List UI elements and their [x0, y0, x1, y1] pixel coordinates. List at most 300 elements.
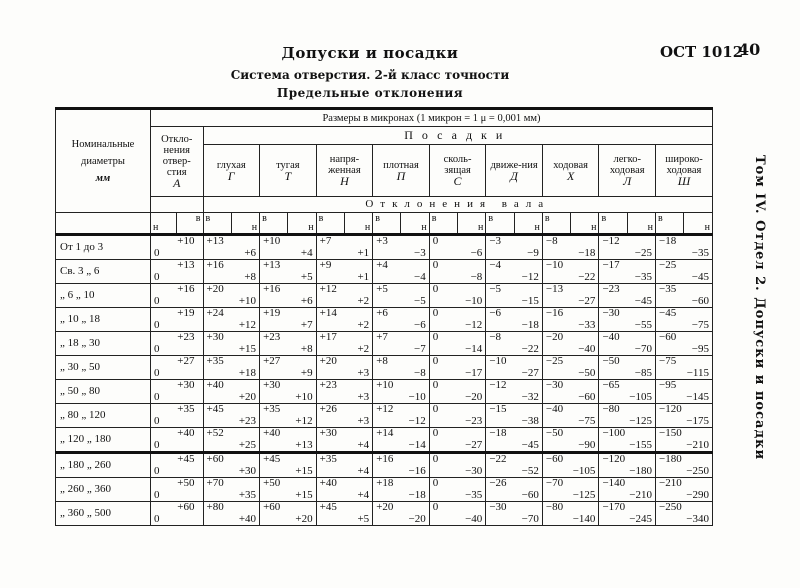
shaft-deviation-4 — [429, 332, 486, 356]
lower-deviation: −10 — [465, 295, 483, 307]
shaft-deviation-6 — [542, 260, 599, 284]
v-label: в — [373, 213, 401, 235]
lower-deviation: +1 — [357, 247, 370, 259]
upper-deviation: +19 — [263, 307, 281, 319]
hole-deviation — [150, 356, 203, 380]
v-label: в — [429, 213, 457, 235]
hole-upper: +35 — [177, 403, 195, 415]
lower-deviation: −50 — [578, 367, 596, 379]
lower-deviation: +8 — [244, 271, 257, 283]
shaft-deviation-7 — [599, 478, 656, 502]
lower-deviation: −52 — [521, 465, 539, 477]
hole-lower: 0 — [153, 367, 160, 379]
upper-deviation: −26 — [489, 477, 507, 489]
upper-deviation: +16 — [263, 283, 281, 295]
table-row — [56, 502, 713, 526]
fit-symbol: П — [396, 168, 406, 183]
shaft-deviation-6 — [542, 404, 599, 428]
table-row — [56, 235, 713, 260]
shaft-deviation-1 — [260, 356, 317, 380]
lower-deviation: +6 — [300, 295, 313, 307]
upper-deviation: +60 — [206, 453, 224, 465]
shaft-deviation-5 — [486, 478, 543, 502]
lower-deviation: −12 — [408, 415, 426, 427]
shaft-deviation-4 — [429, 380, 486, 404]
upper-deviation: +35 — [319, 453, 337, 465]
shaft-deviation-3 — [373, 284, 430, 308]
lower-deviation: −18 — [578, 247, 596, 259]
shaft-deviation-8 — [656, 502, 713, 526]
lower-deviation: −15 — [521, 295, 539, 307]
upper-deviation: +6 — [376, 307, 388, 319]
shaft-deviation-1 — [260, 380, 317, 404]
shaft-deviation-4 — [429, 308, 486, 332]
hole-upper: +45 — [177, 453, 195, 465]
lower-deviation: −25 — [634, 247, 652, 259]
upper-deviation: −16 — [545, 307, 564, 319]
lower-deviation: +2 — [357, 343, 370, 355]
shaft-deviation-7 — [599, 284, 656, 308]
shaft-deviation-6 — [542, 284, 599, 308]
hole-lower: 0 — [153, 295, 160, 307]
fit-name: плотная — [383, 159, 419, 171]
lower-deviation: −250 — [686, 465, 709, 477]
lower-deviation: −105 — [629, 391, 652, 403]
shaft-deviation-6 — [542, 428, 599, 453]
hole-upper: +50 — [177, 477, 195, 489]
nominal-range: „ 180 „ 260 — [56, 453, 151, 478]
tolerance-table — [55, 107, 713, 526]
upper-deviation: 0 — [432, 453, 439, 465]
upper-deviation: −12 — [602, 235, 620, 247]
lower-deviation: −245 — [629, 513, 652, 525]
side-running-head: Том IV. Отдел 2. Допуски и посадки — [752, 155, 767, 461]
shaft-deviation-8 — [656, 404, 713, 428]
lower-deviation: +10 — [238, 295, 257, 307]
shaft-deviation-0 — [203, 235, 260, 260]
hole-lower: 0 — [153, 415, 160, 427]
upper-deviation: −80 — [545, 501, 564, 513]
upper-deviation: −60 — [545, 453, 564, 465]
upper-deviation: −23 — [602, 283, 620, 295]
lower-deviation: −22 — [521, 343, 539, 355]
shaft-deviation-3 — [373, 260, 430, 284]
nominal-range: „ 260 „ 360 — [56, 478, 151, 502]
shaft-deviation-4 — [429, 284, 486, 308]
fit-header-4 — [429, 145, 486, 197]
upper-deviation: +40 — [319, 477, 337, 489]
shaft-deviation-2 — [316, 356, 373, 380]
upper-deviation: −15 — [489, 403, 507, 415]
lower-deviation: −16 — [408, 465, 426, 477]
fit-name: широко-ходовая — [665, 154, 703, 176]
upper-deviation: +16 — [376, 453, 394, 465]
upper-deviation: +18 — [376, 477, 394, 489]
upper-deviation: 0 — [432, 235, 439, 247]
hole-upper: +10 — [177, 235, 195, 247]
upper-deviation: +24 — [206, 307, 224, 319]
upper-deviation: +10 — [263, 235, 281, 247]
lower-deviation: −105 — [572, 465, 596, 477]
shaft-deviation-1 — [260, 332, 317, 356]
nominal-unit: мм — [95, 172, 111, 184]
shaft-deviation-2 — [316, 404, 373, 428]
shaft-deviation-2 — [316, 284, 373, 308]
hole-lower: 0 — [153, 439, 160, 451]
upper-deviation: −30 — [489, 501, 507, 513]
n-label: н — [684, 213, 713, 235]
hole-dev-spacer — [150, 197, 203, 213]
shaft-deviation-3 — [373, 502, 430, 526]
upper-deviation: +30 — [319, 427, 337, 439]
hole-lower: 0 — [153, 247, 160, 259]
shaft-deviation-3 — [373, 332, 430, 356]
hole-lower: 0 — [153, 465, 160, 477]
lower-deviation: +1 — [357, 271, 370, 283]
upper-deviation: +45 — [263, 453, 281, 465]
upper-deviation: −50 — [602, 355, 620, 367]
upper-deviation: +80 — [206, 501, 224, 513]
shaft-deviation-2 — [316, 380, 373, 404]
upper-deviation: −25 — [545, 355, 564, 367]
upper-deviation: −12 — [489, 379, 507, 391]
table-row — [56, 404, 713, 428]
header-nominal — [56, 109, 151, 213]
shaft-deviations-header: Отклонения вала — [203, 197, 713, 213]
shaft-deviation-5 — [486, 502, 543, 526]
lower-deviation: +5 — [357, 513, 370, 525]
lower-deviation: −60 — [691, 295, 709, 307]
fits-header: Посадки — [203, 127, 713, 145]
upper-deviation: −10 — [489, 355, 507, 367]
upper-deviation: 0 — [432, 355, 439, 367]
lower-deviation: −27 — [465, 439, 483, 451]
shaft-deviation-5 — [486, 356, 543, 380]
lower-deviation: −35 — [634, 271, 652, 283]
hole-lower: 0 — [153, 391, 160, 403]
upper-deviation: 0 — [432, 477, 439, 489]
upper-deviation: +20 — [319, 355, 337, 367]
shaft-deviation-4 — [429, 502, 486, 526]
nominal-range: Св. 3 „ 6 — [56, 260, 151, 284]
fit-symbol: Х — [566, 168, 575, 183]
subtitle-deviations: Предельные отклонения — [276, 86, 464, 100]
lower-deviation: −90 — [578, 439, 596, 451]
lower-deviation: −35 — [691, 247, 709, 259]
fit-symbol: Д — [510, 168, 518, 183]
shaft-deviation-6 — [542, 380, 599, 404]
hole-deviation — [150, 380, 203, 404]
n-label: н — [401, 213, 429, 235]
shaft-deviation-3 — [373, 478, 430, 502]
header-hole — [150, 127, 203, 197]
upper-deviation: +23 — [263, 331, 281, 343]
n-label: н — [150, 213, 176, 235]
shaft-deviation-8 — [656, 284, 713, 308]
upper-deviation: −65 — [602, 379, 620, 391]
shaft-deviation-7 — [599, 453, 656, 478]
lower-deviation: −70 — [521, 513, 539, 525]
lower-deviation: +20 — [295, 513, 313, 525]
lower-deviation: +4 — [357, 489, 370, 501]
fit-header-2 — [316, 145, 373, 197]
fit-header-8 — [656, 145, 713, 197]
lower-deviation: −75 — [691, 319, 709, 331]
nominal-range: От 1 до 3 — [56, 235, 151, 260]
upper-deviation: −8 — [489, 331, 502, 343]
upper-deviation: −18 — [659, 235, 677, 247]
shaft-deviation-8 — [656, 235, 713, 260]
upper-deviation: +20 — [376, 501, 394, 513]
lower-deviation: +35 — [238, 489, 257, 501]
upper-deviation: −95 — [659, 379, 677, 391]
upper-deviation: −6 — [489, 307, 502, 319]
shaft-deviation-1 — [260, 260, 317, 284]
lower-deviation: −45 — [634, 295, 652, 307]
lower-deviation: −75 — [578, 415, 596, 427]
upper-deviation: +9 — [319, 259, 332, 271]
upper-deviation: +35 — [263, 403, 281, 415]
shaft-deviation-1 — [260, 502, 317, 526]
upper-deviation: +60 — [263, 501, 281, 513]
table-row — [56, 332, 713, 356]
shaft-deviation-4 — [429, 356, 486, 380]
lower-deviation: −145 — [686, 391, 709, 403]
fit-name: легко-ходовая — [609, 154, 645, 176]
upper-deviation: −40 — [602, 331, 620, 343]
lower-deviation: +12 — [238, 319, 257, 331]
v-label: в — [542, 213, 570, 235]
lower-deviation: −125 — [572, 489, 596, 501]
shaft-deviation-4 — [429, 235, 486, 260]
lower-deviation: −22 — [578, 271, 596, 283]
shaft-deviation-8 — [656, 356, 713, 380]
shaft-deviation-3 — [373, 356, 430, 380]
shaft-deviation-8 — [656, 453, 713, 478]
lower-deviation: −10 — [408, 391, 426, 403]
shaft-deviation-5 — [486, 235, 543, 260]
upper-deviation: −100 — [602, 427, 626, 439]
upper-deviation: +8 — [376, 355, 388, 367]
upper-deviation: −140 — [602, 477, 626, 489]
lower-deviation: −32 — [521, 391, 539, 403]
upper-deviation: −120 — [602, 453, 626, 465]
upper-deviation: +27 — [263, 355, 281, 367]
upper-deviation: 0 — [432, 331, 439, 343]
lower-deviation: −23 — [465, 415, 483, 427]
upper-deviation: −30 — [602, 307, 620, 319]
hole-label-2: нения — [163, 145, 190, 156]
lower-deviation: +3 — [357, 391, 370, 403]
upper-deviation: 0 — [432, 283, 439, 295]
hole-deviation — [150, 260, 203, 284]
shaft-deviation-0 — [203, 284, 260, 308]
lower-deviation: +13 — [295, 439, 313, 451]
table-row — [56, 356, 713, 380]
lower-deviation: −210 — [629, 489, 652, 501]
fit-symbol: Т — [284, 168, 292, 183]
lower-deviation: −95 — [691, 343, 709, 355]
upper-deviation: −40 — [545, 403, 564, 415]
fit-header-0 — [203, 145, 260, 197]
table-row — [56, 380, 713, 404]
hole-deviation — [150, 284, 203, 308]
upper-deviation: 0 — [432, 307, 439, 319]
page-number: 40 — [738, 40, 761, 59]
n-label: н — [571, 213, 599, 235]
lower-deviation: −20 — [408, 513, 426, 525]
upper-deviation: +26 — [319, 403, 337, 415]
upper-deviation: −18 — [489, 427, 507, 439]
shaft-deviation-0 — [203, 260, 260, 284]
shaft-deviation-0 — [203, 308, 260, 332]
lower-deviation: +2 — [357, 295, 370, 307]
upper-deviation: −10 — [545, 259, 564, 271]
upper-deviation: +10 — [376, 379, 394, 391]
fit-symbol: Л — [623, 174, 632, 188]
table-row — [56, 308, 713, 332]
shaft-deviation-3 — [373, 453, 430, 478]
shaft-deviation-6 — [542, 502, 599, 526]
hole-lower: 0 — [153, 271, 160, 283]
shaft-deviation-0 — [203, 332, 260, 356]
fit-symbol: Г — [227, 168, 235, 183]
lower-deviation: −40 — [465, 513, 483, 525]
upper-deviation: −60 — [659, 331, 677, 343]
v-label: в — [203, 213, 231, 235]
upper-deviation: −17 — [602, 259, 620, 271]
lower-deviation: −5 — [414, 295, 426, 307]
shaft-deviation-3 — [373, 235, 430, 260]
nominal-range: „ 30 „ 50 — [56, 356, 151, 380]
hole-deviation — [150, 404, 203, 428]
upper-deviation: +23 — [319, 379, 337, 391]
upper-deviation: +4 — [376, 259, 388, 271]
nominal-label-1: Номинальные — [71, 138, 135, 150]
upper-deviation: −150 — [659, 427, 682, 439]
upper-deviation: −25 — [659, 259, 677, 271]
fit-symbol: Н — [340, 174, 349, 188]
nominal-range: „ 120 „ 180 — [56, 428, 151, 453]
hole-lower: 0 — [153, 513, 160, 525]
lower-deviation: +40 — [238, 513, 257, 525]
hole-upper: +60 — [177, 501, 195, 513]
shaft-deviation-4 — [429, 453, 486, 478]
nominal-range: „ 360 „ 500 — [56, 502, 151, 526]
upper-deviation: −120 — [659, 403, 682, 415]
lower-deviation: +20 — [238, 391, 257, 403]
upper-deviation: −50 — [545, 427, 564, 439]
fit-name: напря-женная — [328, 154, 361, 176]
fit-name: глухая — [216, 159, 246, 171]
lower-deviation: +8 — [300, 343, 313, 355]
hole-deviation — [150, 478, 203, 502]
n-label: н — [231, 213, 259, 235]
shaft-deviation-2 — [316, 502, 373, 526]
upper-deviation: +45 — [319, 501, 337, 513]
lower-deviation: −290 — [686, 489, 709, 501]
upper-deviation: +40 — [206, 379, 224, 391]
lower-deviation: −14 — [465, 343, 483, 355]
upper-deviation: +20 — [206, 283, 224, 295]
lower-deviation: +9 — [300, 367, 313, 379]
lower-deviation: +7 — [300, 319, 313, 331]
lower-deviation: −20 — [465, 391, 483, 403]
fit-symbol: С — [453, 174, 462, 188]
lower-deviation: −60 — [521, 489, 539, 501]
lower-deviation: +15 — [238, 343, 257, 355]
lower-deviation: −85 — [634, 367, 652, 379]
fit-name: ходовая — [553, 159, 588, 171]
hole-deviation — [150, 453, 203, 478]
shaft-deviation-0 — [203, 502, 260, 526]
nv-spacer — [56, 213, 151, 235]
upper-deviation: +7 — [319, 235, 332, 247]
shaft-deviation-7 — [599, 356, 656, 380]
shaft-deviation-8 — [656, 332, 713, 356]
lower-deviation: −55 — [634, 319, 652, 331]
upper-deviation: +3 — [376, 235, 388, 247]
upper-deviation: −35 — [659, 283, 677, 295]
shaft-deviation-7 — [599, 428, 656, 453]
shaft-deviation-6 — [542, 332, 599, 356]
n-label: н — [627, 213, 655, 235]
hole-label-3: отвер- — [162, 156, 191, 167]
fit-symbol: Ш — [677, 174, 691, 188]
upper-deviation: −80 — [602, 403, 620, 415]
shaft-deviation-7 — [599, 260, 656, 284]
upper-deviation: −20 — [545, 331, 564, 343]
fit-name: движе-ния — [490, 159, 538, 171]
hole-deviation — [150, 502, 203, 526]
shaft-deviation-1 — [260, 453, 317, 478]
lower-deviation: −17 — [465, 367, 483, 379]
lower-deviation: −33 — [578, 319, 596, 331]
upper-deviation: −180 — [659, 453, 682, 465]
upper-deviation: 0 — [432, 427, 439, 439]
lower-deviation: −38 — [521, 415, 539, 427]
upper-deviation: 0 — [432, 403, 439, 415]
n-label: н — [458, 213, 486, 235]
shaft-deviation-2 — [316, 478, 373, 502]
lower-deviation: +23 — [238, 415, 257, 427]
lower-deviation: +25 — [238, 439, 257, 451]
upper-deviation: −30 — [545, 379, 564, 391]
shaft-deviation-2 — [316, 453, 373, 478]
lower-deviation: −3 — [414, 247, 426, 259]
n-label: н — [288, 213, 316, 235]
lower-deviation: −27 — [578, 295, 596, 307]
lower-deviation: −4 — [414, 271, 426, 283]
upper-deviation: −75 — [659, 355, 677, 367]
nominal-range: „ 10 „ 18 — [56, 308, 151, 332]
fit-header-5 — [486, 145, 543, 197]
lower-deviation: −18 — [521, 319, 539, 331]
upper-deviation: −210 — [659, 477, 682, 489]
shaft-deviation-6 — [542, 478, 599, 502]
lower-deviation: −30 — [465, 465, 483, 477]
v-label: в — [316, 213, 344, 235]
v-label: в — [486, 213, 514, 235]
shaft-deviation-8 — [656, 308, 713, 332]
v-label: в — [656, 213, 684, 235]
shaft-deviation-5 — [486, 428, 543, 453]
shaft-deviation-1 — [260, 284, 317, 308]
hole-lower: 0 — [153, 343, 160, 355]
shaft-deviation-8 — [656, 260, 713, 284]
lower-deviation: −155 — [629, 439, 652, 451]
lower-deviation: −6 — [414, 319, 426, 331]
